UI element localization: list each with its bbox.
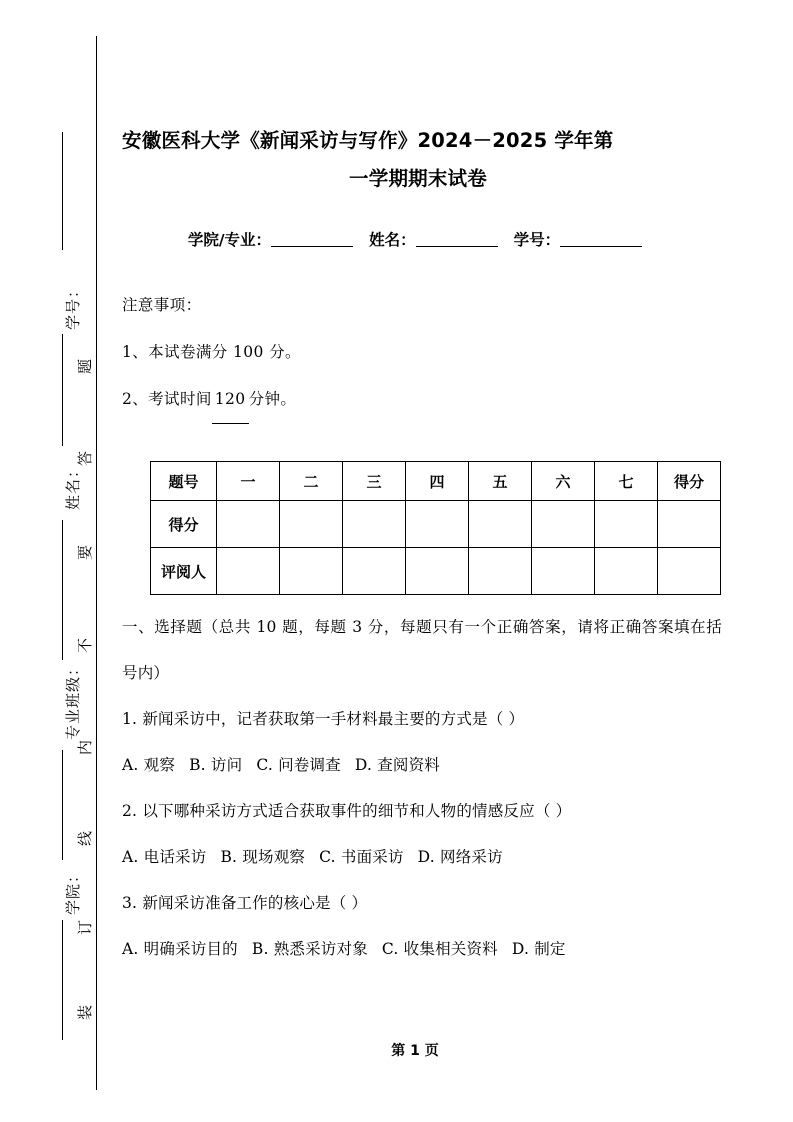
student-id-blank[interactable] [560,246,642,247]
option-c[interactable]: C. 书面采访 [319,848,404,866]
score-table-cell: 一 [217,462,280,501]
score-table-cell[interactable] [406,548,469,595]
score-table-cell[interactable] [469,501,532,548]
option-c[interactable]: C. 收集相关资料 [381,940,498,958]
exam-duration-value: 120 [212,376,249,424]
notes-block [122,282,722,424]
binding-notice-char: 内 [76,739,94,755]
score-table-cell: 七 [595,462,658,501]
score-table-row-label: 题号 [151,462,217,501]
notes-item-1: 1、本试卷满分 100 分。 [122,343,301,361]
table-row [151,462,721,501]
option-d[interactable]: D. 制定 [511,940,566,958]
option-b[interactable]: B. 访问 [189,756,243,774]
exam-title-line1: 安徽医科大学《新闻采访与写作》2024－2025 学年第 [122,129,614,152]
score-table-cell[interactable] [532,548,595,595]
college-major-blank[interactable] [271,246,353,247]
student-info-line [110,228,720,250]
question-1-options [122,742,722,788]
score-table-cell[interactable] [280,548,343,595]
binding-rule-segment [62,750,63,860]
score-table-cell[interactable] [532,501,595,548]
table-row [151,548,721,595]
table-row [151,501,721,548]
score-table-cell: 六 [532,462,595,501]
score-table-cell: 得分 [658,462,721,501]
score-table-cell: 四 [406,462,469,501]
name-label: 姓名： [369,231,416,249]
score-table-row-label: 得分 [151,501,217,548]
option-b[interactable]: B. 熟悉采访对象 [251,940,368,958]
question-3-options [122,926,722,972]
score-table-cell[interactable] [217,501,280,548]
binding-notice-char: 线 [76,830,94,846]
binding-notice-char: 装 [76,1004,94,1020]
page-body [110,0,735,1122]
binding-notice-char: 题 [76,358,94,374]
option-c[interactable]: C. 问卷调查 [256,756,341,774]
score-table-cell[interactable] [280,501,343,548]
option-a[interactable]: A. 电话采访 [122,848,207,866]
binding-rule-segment [62,132,63,250]
question-3-stem: 3. 新闻采访准备工作的核心是（ ） [122,894,368,912]
name-blank[interactable] [416,246,498,247]
score-table-cell[interactable] [595,548,658,595]
question-content [122,604,722,972]
score-table-cell[interactable] [658,548,721,595]
option-a[interactable]: A. 观察 [122,756,176,774]
binding-notice-char: 答 [76,450,94,466]
question-2-options [122,834,722,880]
score-table-cell: 五 [469,462,532,501]
score-table-cell[interactable] [595,501,658,548]
exam-title-line2: 一学期期末试卷 [349,167,487,190]
binding-notice-char: 不 [76,637,94,653]
score-table-cell[interactable] [343,548,406,595]
question-2-stem: 2. 以下哪种采访方式适合获取事件的细节和人物的情感反应（ ） [122,802,572,820]
score-table-cell[interactable] [658,501,721,548]
notes-item-2 [122,376,722,424]
margin-field-student-id: 学号： [64,281,82,330]
score-table-cell[interactable] [343,501,406,548]
notes-item-2-before: 2、考试时间 [122,390,212,408]
score-table-cell[interactable] [469,548,532,595]
page-footer: 第 1 页 [391,1043,439,1059]
margin-field-class: 专业班级： [64,659,82,740]
binding-rule-segment [62,520,63,660]
margin-field-name: 姓名： [64,461,82,510]
notes-item-2-after: 分钟。 [248,390,297,408]
college-major-label: 学院/专业： [187,231,272,249]
option-a[interactable]: A. 明确采访目的 [122,940,238,958]
score-table-cell: 三 [343,462,406,501]
exam-title [110,122,720,198]
page-title [110,122,720,198]
binding-margin [0,0,110,1122]
binding-rule-segment [62,920,63,1040]
binding-notice-char: 订 [76,919,94,935]
score-table-cell[interactable] [217,548,280,595]
option-d[interactable]: D. 网络采访 [417,848,503,866]
margin-field-college: 学院： [64,866,82,915]
score-table [150,461,721,595]
score-table-cell: 二 [280,462,343,501]
section-1-heading: 一、选择题（总共 10 题，每题 3 分，每题只有一个正确答案，请将正确答案填在括号内） [122,618,722,682]
binding-rule-main [96,36,97,1090]
option-b[interactable]: B. 现场观察 [220,848,306,866]
notes-heading: 注意事项： [122,296,202,314]
question-1-stem: 1. 新闻采访中，记者获取第一手材料最主要的方式是（ ） [122,710,525,728]
binding-notice-char: 要 [76,544,94,560]
score-table-row-label: 评阅人 [151,548,217,595]
option-d[interactable]: D. 查阅资料 [354,756,441,774]
student-id-label: 学号： [513,231,561,249]
binding-rule-segment [62,334,63,446]
score-table-cell[interactable] [406,501,469,548]
